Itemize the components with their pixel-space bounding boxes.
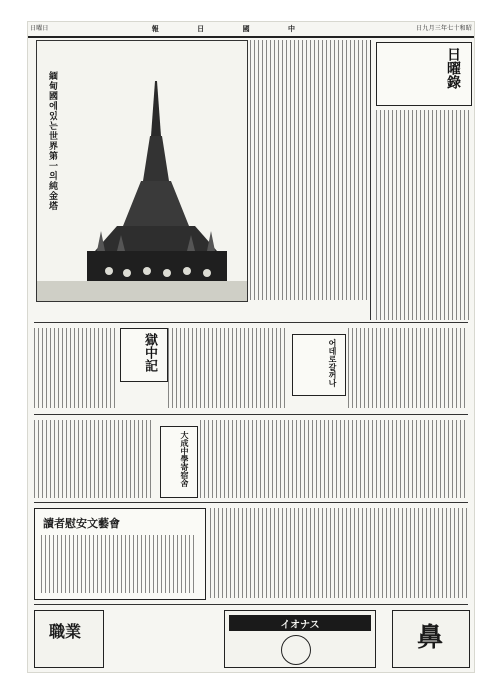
column-title-box xyxy=(376,42,472,106)
iona-banner-text: イオナス xyxy=(280,619,320,631)
newspaper-page xyxy=(28,22,474,672)
masthead-title: 報 日 國 中 xyxy=(151,25,314,33)
masthead-date: 日九月三年七十和昭 xyxy=(416,25,472,32)
text-column-block xyxy=(348,328,468,408)
photo-caption: 緬甸國에있는世界第一의純金塔 xyxy=(47,71,57,211)
center-heading-box xyxy=(292,334,346,396)
section-rule xyxy=(34,604,468,605)
nose-ad xyxy=(392,610,470,668)
prison-heading-box xyxy=(120,328,168,382)
section-rule xyxy=(34,502,468,503)
text-column-block xyxy=(34,328,116,408)
serial-heading-box xyxy=(160,426,198,498)
column-title: 日曜錄 xyxy=(445,47,461,89)
text-column-block xyxy=(376,110,470,320)
text-column-block xyxy=(200,420,468,498)
text-column-block xyxy=(250,40,368,300)
text-column-block xyxy=(34,420,154,498)
center-heading: 어데로갈꺼나 xyxy=(328,339,338,387)
text-column-block xyxy=(41,535,197,593)
iona-ad xyxy=(224,610,376,668)
section-rule xyxy=(34,414,468,415)
iona-emblem xyxy=(281,635,311,665)
job-ad-title: 職業 xyxy=(49,622,82,641)
text-column-block xyxy=(210,508,468,598)
section-rule xyxy=(34,322,468,323)
pagoda-illustration xyxy=(37,41,247,301)
masthead xyxy=(28,22,474,38)
nose-ad-title: 鼻 xyxy=(417,623,444,653)
serial-heading: 大成中學寄宿舍 xyxy=(180,431,190,487)
lit-meeting-box xyxy=(34,508,206,600)
text-column-block xyxy=(168,328,288,408)
column-rule xyxy=(370,40,371,320)
job-ad xyxy=(34,610,104,668)
iona-banner xyxy=(229,615,371,631)
pagoda-photo xyxy=(36,40,248,302)
masthead-left: 日曜日 xyxy=(30,25,49,32)
prison-heading: 獄中記 xyxy=(142,333,157,372)
lit-meeting-title: 讀者慰安文藝會 xyxy=(43,517,120,530)
